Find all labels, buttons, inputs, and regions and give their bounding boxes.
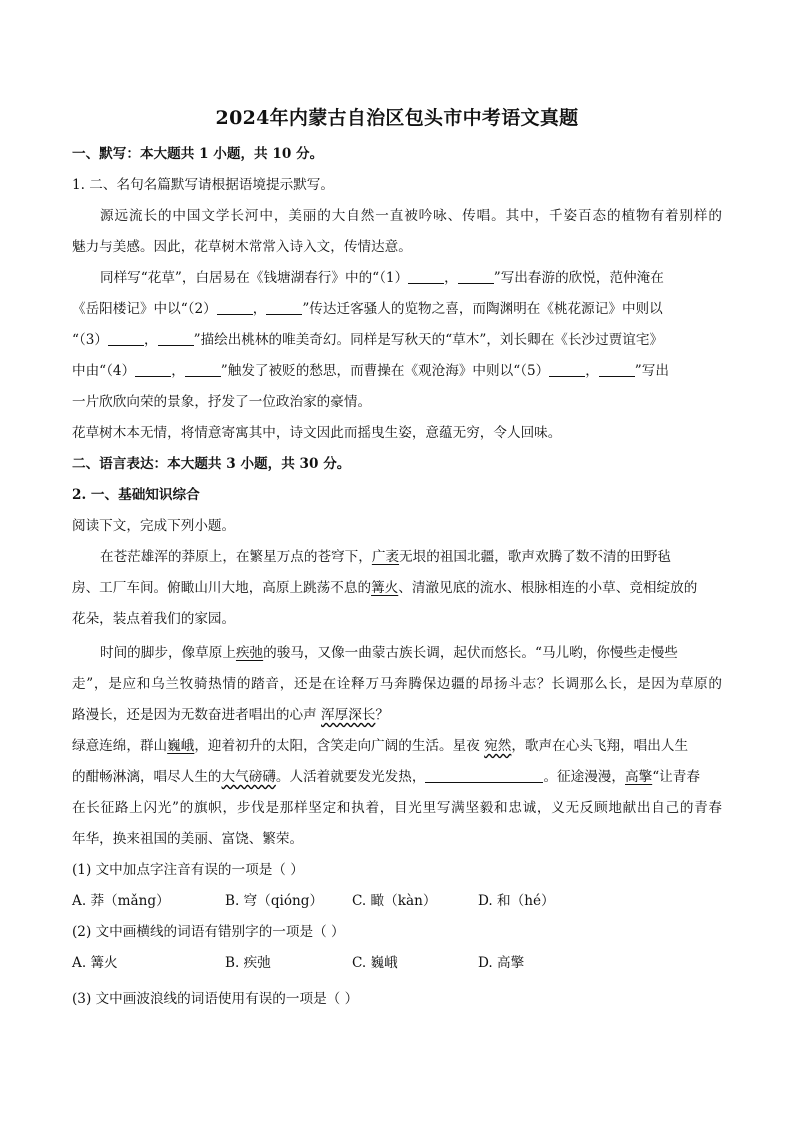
option-b[interactable]: B. 疾弛: [225, 955, 271, 971]
page-title: 2024年内蒙古自治区包头市中考语文真题: [215, 107, 579, 129]
passage-line: 的酣畅淋漓，唱尽人生的大气磅礴。人活着就要发光发热， 。征途漫漫，高擎“让青春: [72, 769, 700, 785]
fill-blank-line: 同样写“花草”，白居易在《钱塘湖春行》中的“（1） ， ”写出春游的欣悦，范仲淹在: [100, 270, 664, 286]
option-c[interactable]: C. 巍峨: [352, 955, 398, 971]
passage-line: 花朵，装点着我们的家园。: [72, 611, 236, 627]
passage-line: 年华，换来祖国的美丽、富饶、繁荣。: [72, 831, 304, 847]
answer-blank[interactable]: [217, 300, 253, 315]
answer-blank[interactable]: [458, 269, 494, 284]
underlined-word: 巍峨: [167, 738, 195, 754]
underlined-word: 广袤: [371, 549, 400, 565]
answer-blank[interactable]: [108, 331, 144, 346]
section2-header: 二、语言表达：本大题共 3 小题，共 30 分。: [72, 456, 351, 472]
passage-line: 绿意连绵，群山巍峨，迎着初升的太阳，含笑走向广阔的生活。星夜 宛然，歌声在心头飞翔，唱出人生: [72, 738, 689, 754]
answer-blank[interactable]: [185, 362, 221, 377]
answer-blank[interactable]: [266, 300, 302, 315]
option-d[interactable]: D. 高擎: [478, 955, 525, 971]
option-c[interactable]: C. 瞰（kàn）: [352, 893, 437, 909]
subquestion-prompt: (3) 文中画波浪线的词语使用有误的一项是（ ）: [72, 991, 359, 1007]
answer-blank[interactable]: [549, 362, 585, 377]
underlined-word: 高擎: [625, 769, 653, 785]
answer-blank[interactable]: [599, 362, 635, 377]
wavy-underlined-word: 宛然: [484, 738, 512, 754]
answer-blank[interactable]: [425, 768, 543, 783]
passage-line: 路漫长，还是因为无数奋进者唱出的心声 浑厚深长？: [72, 707, 389, 723]
answer-blank[interactable]: [135, 362, 171, 377]
option-b[interactable]: B. 穹（qióng）: [225, 893, 324, 909]
instruction-text: 阅读下文，完成下列小题。: [72, 518, 236, 534]
passage-line: 房、工厂车间。俯瞰山川大地，高原上跳荡不息的篝火、清澈见底的流水、根脉相连的小草、竞相绽放的: [72, 580, 698, 596]
option-a[interactable]: A. 篝火: [72, 955, 118, 971]
passage-line: 走”，是应和乌兰牧骑热情的踏音，还是在诠释万马奔腾保边疆的昂扬斗志？长调那么长，是因为草原的: [72, 676, 722, 692]
question1-label: 1. 二、名句名篇默写请根据语境提示默写。: [72, 177, 334, 193]
paragraph-text: 花草树木本无情，将情意寄寓其中，诗文因此而摇曳生姿，意蕴无穷，令人回味。: [72, 425, 562, 441]
passage-line: 时间的脚步，像草原上疾弛的骏马，又像一曲蒙古族长调，起伏而悠长。“马儿哟，你慢些走慢些: [100, 645, 678, 661]
section1-header: 一、默写：本大题共 1 小题，共 10 分。: [72, 146, 324, 162]
fill-blank-line: 《岳阳楼记》中以“（2） ， ”传达迁客骚人的览物之喜，而陶渊明在《桃花源记》中则以: [72, 301, 663, 317]
paragraph-text: 源远流长的中国文学长河中，美丽的大自然一直被吟咏、传唱。其中，千姿百态的植物有着别样的: [100, 208, 722, 224]
fill-blank-line: “（3） ， ”描绘出桃林的唯美奇幻。同样是写秋天的“草木”，刘长卿在《长沙过贾谊宅》: [72, 332, 664, 348]
underlined-word: 疾弛: [235, 645, 264, 661]
passage-line: 在长征路上闪光”的旗帜，步伐是那样坚定和执着，目光里写满坚毅和忠诚，义无反顾地献出自己的青春: [72, 800, 722, 816]
wavy-underlined-word: 大气磅礴: [221, 769, 276, 785]
wavy-underlined-word: 浑厚深长: [321, 707, 376, 723]
subquestion-prompt: (1) 文中加点字注音有误的一项是（ ）: [72, 862, 304, 878]
option-d[interactable]: D. 和（hé）: [478, 893, 555, 909]
option-a[interactable]: A. 莽（mǎng）: [72, 893, 170, 909]
answer-blank[interactable]: [408, 269, 444, 284]
question2-label: 2. 一、基础知识综合: [72, 487, 200, 503]
paragraph-text: 魅力与美感。因此，花草树木常常入诗入文，传情达意。: [72, 239, 412, 255]
answer-blank[interactable]: [158, 331, 194, 346]
paragraph-text: 一片欣欣向荣的景象，抒发了一位政治家的豪情。: [72, 394, 372, 410]
underlined-word: 篝火: [371, 580, 399, 596]
fill-blank-line: 中由“（4） ， ”触发了被贬的愁思，而曹操在《观沧海》中则以“（5） ， ”写出: [72, 363, 669, 379]
passage-line: 在苍茫雄浑的莽原上，在繁星万点的苍穹下，广袤无垠的祖国北疆，歌声欢腾了数不清的田野毡: [100, 549, 671, 565]
subquestion-prompt: (2) 文中画横线的词语有错别字的一项是（ ）: [72, 924, 345, 940]
